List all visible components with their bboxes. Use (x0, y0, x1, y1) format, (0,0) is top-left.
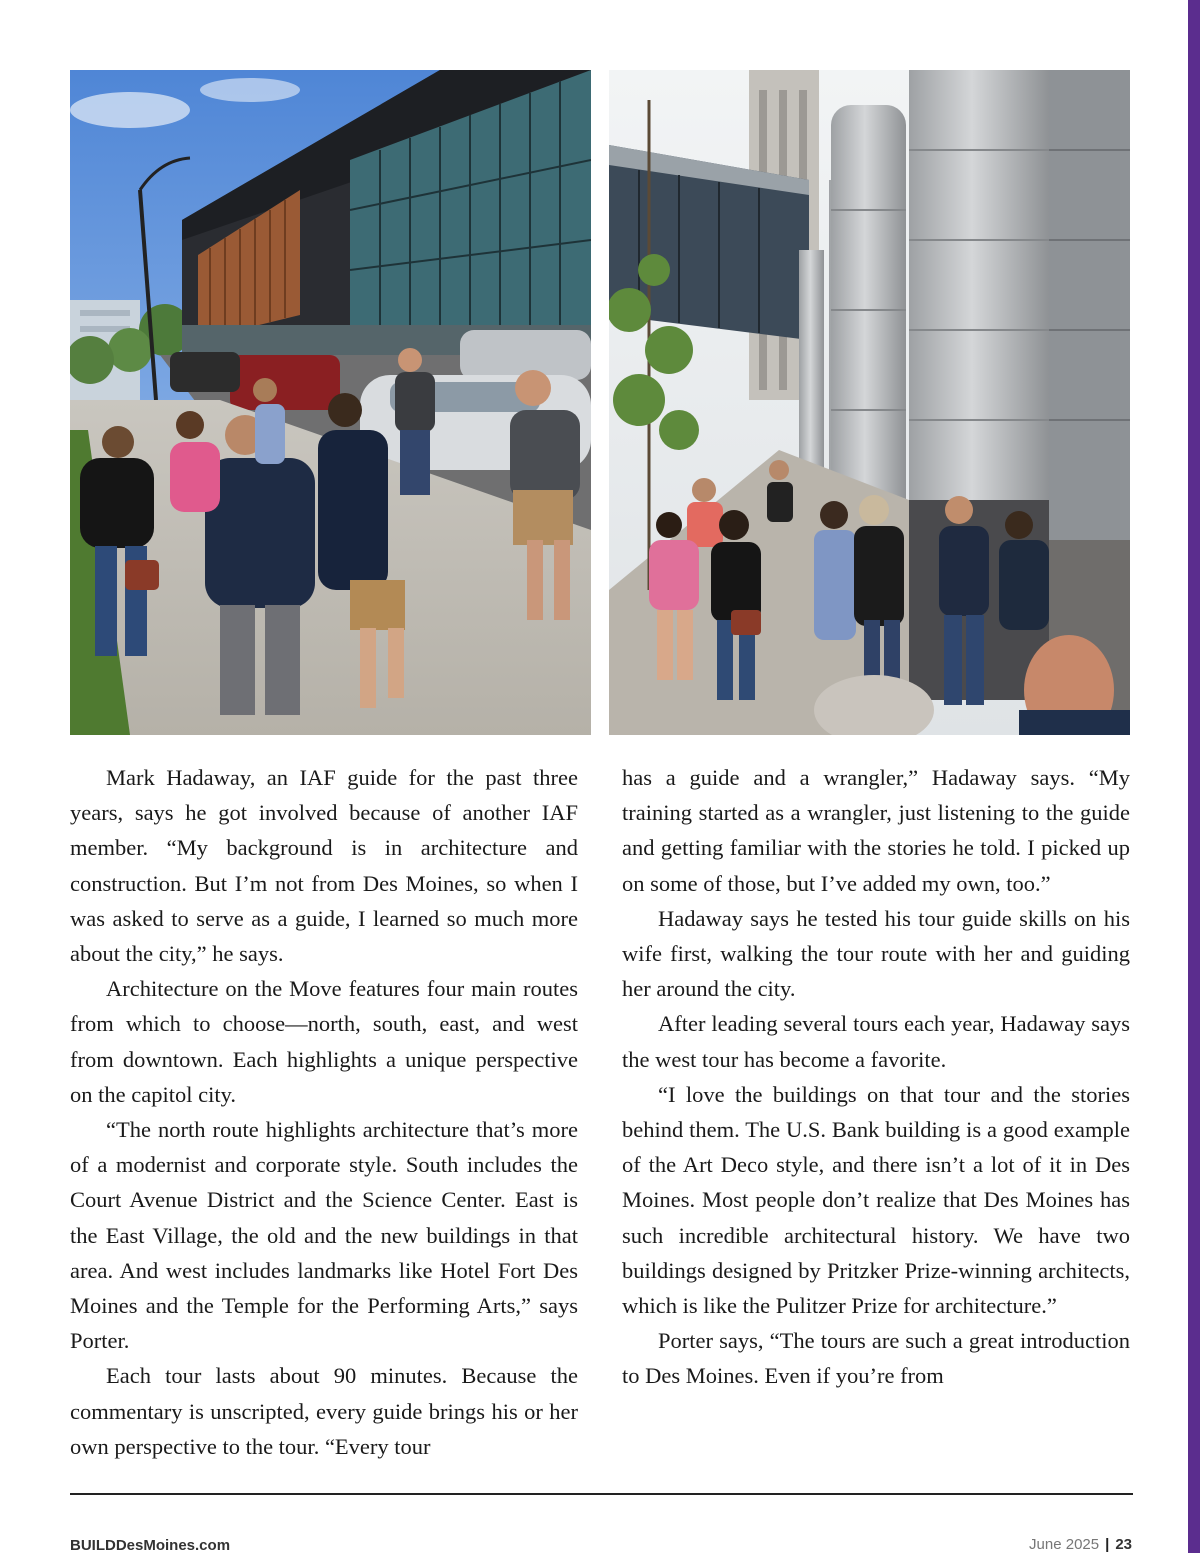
article-column-right (622, 760, 1130, 1394)
paragraph: Mark Hadaway, an IAF guide for the past three years, says he got involved because of another IAF member. “My background is in architecture and construction. But I’m not from Des Moines, so when I was asked to serve as a guide, I learned so much more about the city,” he says. (70, 765, 578, 967)
paragraph: Porter says, “The tours are such a great introduction to Des Moines. Even if you’re from (622, 1328, 1130, 1389)
photo-tour-group-columns (609, 70, 1130, 735)
accent-side-bar (1188, 0, 1200, 1553)
footer-rule (70, 1493, 1133, 1495)
footer-separator: | (1105, 1536, 1110, 1553)
article-column-left (70, 760, 578, 1464)
paragraph: “The north route highlights architecture that’s more of a modernist and corporate style. South includes the Court Avenue District and the Science Center. East is the East Village, the old and the new buildings in that area. And west includes landmarks like Hotel Fort Des Moines and the Temple for the Performing Arts,” says Porter. (70, 1117, 578, 1354)
paragraph: Architecture on the Move features four main routes from which to choose—north, south, east, and west from downtown. Each highlights a unique perspective on the capitol city. (70, 976, 578, 1107)
footer-site-link[interactable]: BUILDDesMoines.com (70, 1537, 231, 1554)
issue-date: June 2025 (1029, 1536, 1100, 1553)
photo-tour-group-convention-center (70, 70, 591, 735)
footer-issue-info (1029, 1536, 1132, 1553)
paragraph: Each tour lasts about 90 minutes. Because the commentary is unscripted, every guide brings his or her own perspective to the tour. “Every tour (70, 1363, 578, 1459)
paragraph: After leading several tours each year, Hadaway says the west tour has become a favorite. (622, 1011, 1130, 1072)
paragraph: “I love the buildings on that tour and the stories behind them. The U.S. Bank building is a good example of the Art Deco style, and there isn’t a lot of it in Des Moines. Most people don’t realize that Des Moines has such incredible architectural history. We have two buildings designed by Pritzker Prize-winning architects, which is like the Pulitzer Prize for architecture.” (622, 1081, 1130, 1319)
paragraph: Hadaway says he tested his tour guide skills on his wife first, walking the tour route with her and guiding her around the city. (622, 905, 1130, 1002)
page-number: 23 (1115, 1536, 1132, 1553)
paragraph-continued: has a guide and a wrangler,” Hadaway says. “My training started as a wrangler, just listening to the guide and getting familiar with the stories he told. I picked up on some of those, but I’ve added my own, too.” (622, 765, 1130, 896)
